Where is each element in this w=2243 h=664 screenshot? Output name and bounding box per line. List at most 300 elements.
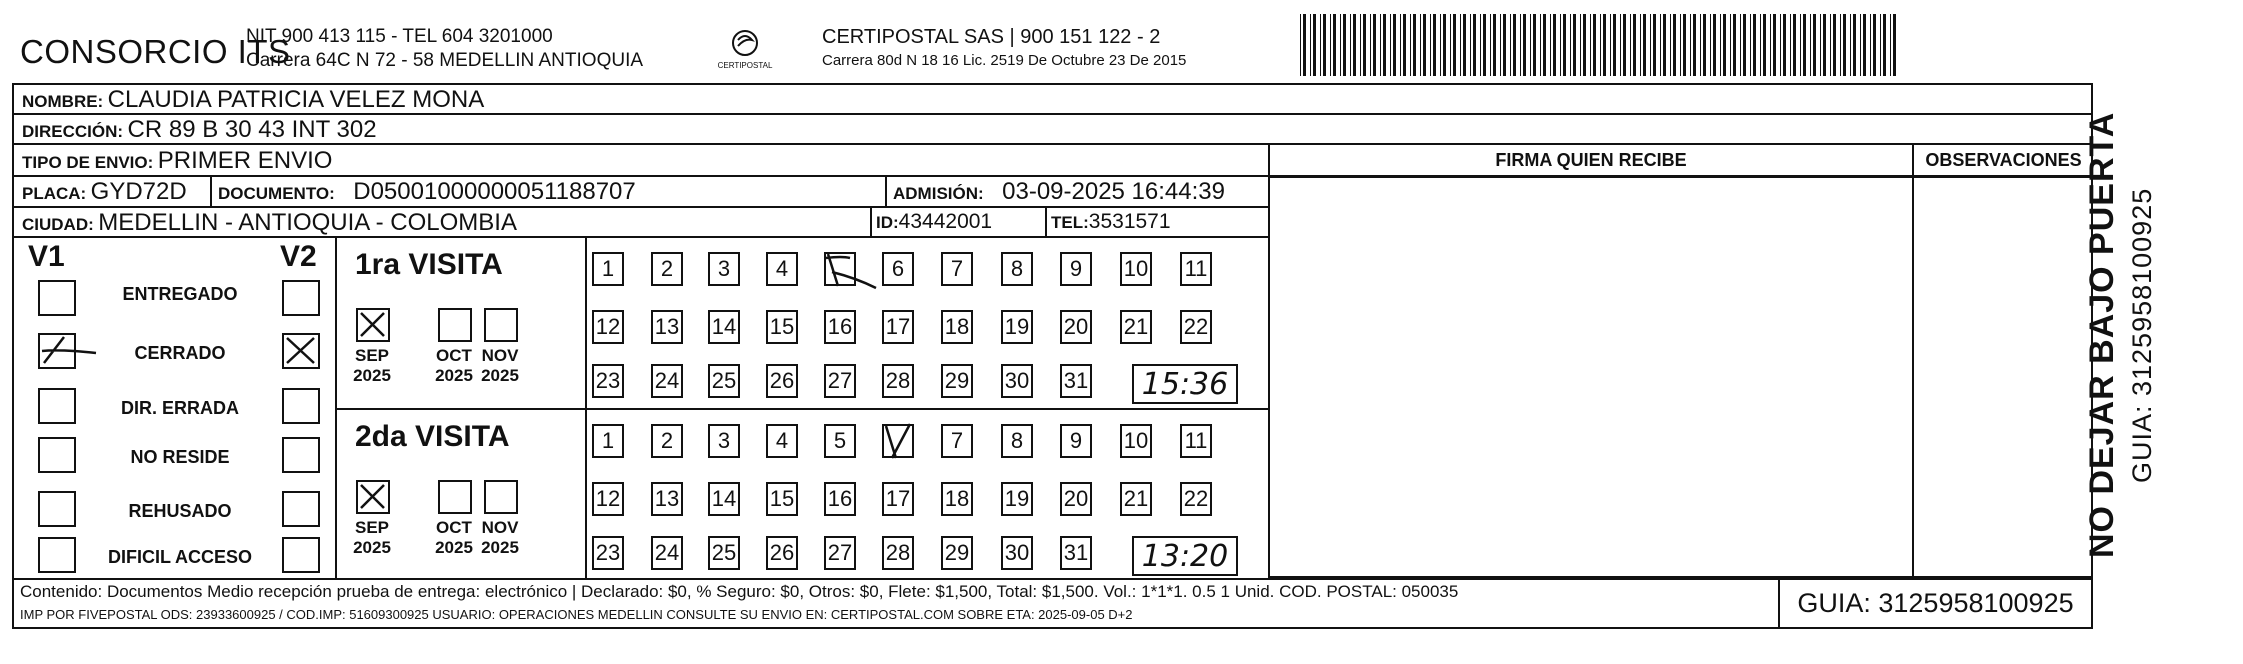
visit-time: 15:36: [1141, 366, 1229, 402]
visit-time-box[interactable]: [1132, 364, 1238, 404]
day-box[interactable]: [1120, 310, 1152, 344]
day-number: 27: [827, 540, 853, 565]
status-label: ENTREGADO: [122, 284, 238, 304]
day-box[interactable]: [592, 310, 624, 344]
day-box[interactable]: [941, 252, 973, 286]
barcode-bar: [1530, 14, 1531, 76]
v1-checkbox[interactable]: [38, 437, 76, 473]
day-box[interactable]: [1060, 310, 1092, 344]
barcode-bar: [1800, 14, 1801, 76]
month-name: OCT: [436, 518, 472, 537]
day-box[interactable]: [592, 424, 624, 458]
month-name: OCT: [436, 346, 472, 365]
day-number: 20: [1063, 486, 1089, 511]
day-check-mark: [822, 250, 878, 290]
barcode-bar: [1313, 14, 1316, 76]
barcode-bar: [1600, 14, 1601, 76]
day-number: 10: [1123, 428, 1149, 453]
barcode-bar: [1320, 14, 1321, 76]
visit-time-box[interactable]: [1132, 536, 1238, 576]
day-number: 27: [827, 368, 853, 393]
day-box[interactable]: [824, 536, 856, 570]
day-number: 25: [711, 540, 737, 565]
status-label: DIR. ERRADA: [120, 398, 239, 418]
placa-value: GYD72D: [90, 178, 187, 205]
day-box[interactable]: [1060, 364, 1092, 398]
month-name: NOV: [481, 346, 519, 365]
tel-cell: [1051, 210, 1171, 234]
day-box[interactable]: [766, 310, 798, 344]
day-number: 30: [1004, 368, 1030, 393]
direccion-row: [22, 116, 377, 144]
barcode-bar: [1700, 14, 1701, 76]
status-label: REHUSADO: [128, 501, 232, 521]
v2-checkbox[interactable]: [282, 333, 320, 369]
barcode-bar: [1500, 14, 1501, 76]
barcode-bar: [1770, 14, 1771, 76]
no-dejar-bajo-puerta: NO DEJAR BAJO PUERTA: [2083, 111, 2121, 558]
day-box[interactable]: [1120, 424, 1152, 458]
day-box[interactable]: [651, 310, 683, 344]
day-check-mark: [880, 422, 936, 462]
day-box[interactable]: [592, 482, 624, 516]
barcode-bar: [1533, 14, 1536, 76]
barcode-bar: [1323, 14, 1326, 76]
barcode-bar: [1753, 14, 1756, 76]
company-info: [246, 25, 643, 73]
day-box[interactable]: [941, 424, 973, 458]
barcode-bar: [1363, 14, 1366, 76]
day-number: 2: [660, 256, 674, 281]
day-box[interactable]: [824, 482, 856, 516]
placa-label: PLACA:: [22, 184, 87, 203]
company-name: CONSORCIO ITS: [20, 33, 291, 70]
day-box[interactable]: [1120, 252, 1152, 286]
v1-checkbox[interactable]: [38, 388, 76, 424]
barcode-bar: [1513, 14, 1516, 76]
day-number: 17: [885, 314, 911, 339]
day-box[interactable]: [1180, 482, 1212, 516]
v1-checkbox[interactable]: [38, 280, 76, 316]
month-checkbox[interactable]: [484, 308, 518, 342]
month-checkbox[interactable]: [438, 308, 472, 342]
day-box[interactable]: [1001, 424, 1033, 458]
day-box[interactable]: [1180, 310, 1212, 344]
visit-title: 2da VISITA: [355, 420, 510, 453]
tipo-value: PRIMER ENVIO: [157, 147, 333, 174]
barcode-bar: [1580, 14, 1581, 76]
day-box[interactable]: [1001, 310, 1033, 344]
barcode-bar: [1570, 14, 1571, 76]
month-year: 2025: [353, 366, 391, 385]
barcode-bar: [1840, 14, 1841, 76]
ciudad-cell: [22, 209, 517, 237]
month-checkbox[interactable]: [484, 480, 518, 514]
barcode-bar: [1523, 14, 1526, 76]
barcode-bar: [1593, 14, 1596, 76]
day-box[interactable]: [1120, 482, 1152, 516]
day-box[interactable]: [1060, 424, 1092, 458]
month-year: 2025: [481, 366, 519, 385]
day-number: 30: [1004, 540, 1030, 565]
barcode-bar: [1460, 14, 1461, 76]
day-box[interactable]: [882, 252, 914, 286]
day-number: 9: [1069, 256, 1083, 281]
barcode-bar: [1873, 14, 1876, 76]
day-box[interactable]: [882, 536, 914, 570]
day-box[interactable]: [592, 252, 624, 286]
day-box[interactable]: [592, 536, 624, 570]
barcode-bar: [1763, 14, 1766, 76]
day-number: 29: [944, 368, 970, 393]
barcode-bar: [1793, 14, 1796, 76]
direccion-value: CR 89 B 30 43 INT 302: [127, 116, 377, 143]
barcode-bar: [1663, 14, 1666, 76]
v2-checkbox[interactable]: [282, 388, 320, 424]
day-number: 28: [885, 540, 911, 565]
ciudad-value: MEDELLIN - ANTIOQUIA - COLOMBIA: [98, 209, 517, 236]
day-box[interactable]: [766, 424, 798, 458]
day-number: 18: [944, 486, 970, 511]
day-number: 1: [601, 256, 615, 281]
day-box[interactable]: [1001, 482, 1033, 516]
day-box[interactable]: [708, 364, 740, 398]
barcode-bar: [1613, 14, 1616, 76]
day-box[interactable]: [882, 310, 914, 344]
visit-time: 13:20: [1141, 538, 1229, 574]
day-box[interactable]: [941, 482, 973, 516]
svg-text:CERTIPOSTAL: CERTIPOSTAL: [717, 61, 773, 70]
month-year: 2025: [435, 366, 473, 385]
status-label: NO RESIDE: [130, 447, 230, 467]
day-box[interactable]: [1001, 536, 1033, 570]
barcode-bar: [1633, 14, 1636, 76]
tipo-label: TIPO DE ENVIO:: [22, 153, 154, 172]
day-box[interactable]: [766, 364, 798, 398]
barcode-bar: [1370, 14, 1371, 76]
barcode-bar: [1410, 14, 1411, 76]
day-box[interactable]: [941, 536, 973, 570]
barcode-bar: [1863, 14, 1866, 76]
day-number: 6: [891, 256, 905, 281]
barcode-bar: [1560, 14, 1561, 76]
day-box[interactable]: [1060, 536, 1092, 570]
day-number: 16: [827, 486, 853, 511]
day-box[interactable]: [651, 536, 683, 570]
day-box[interactable]: [824, 310, 856, 344]
day-number: 20: [1063, 314, 1089, 339]
footer-guia: GUIA: 3125958100925: [1797, 588, 2074, 618]
day-box[interactable]: [1060, 252, 1092, 286]
day-number: 29: [944, 540, 970, 565]
barcode-bar: [1480, 14, 1481, 76]
barcode-bar: [1300, 14, 1301, 76]
month-year: 2025: [481, 538, 519, 557]
day-number: 12: [595, 314, 621, 339]
barcode-bar: [1813, 14, 1816, 76]
barcode-bar: [1710, 14, 1711, 76]
barcode-bar: [1450, 14, 1451, 76]
barcode-bar: [1503, 14, 1506, 76]
barcode-bar: [1400, 14, 1401, 76]
barcode-bar: [1333, 14, 1336, 76]
day-number: 22: [1183, 486, 1209, 511]
barcode-bar: [1330, 14, 1331, 76]
id-label: ID:: [876, 213, 899, 232]
v2-checkbox[interactable]: [282, 280, 320, 316]
barcode-bar: [1393, 14, 1396, 76]
day-box[interactable]: [941, 310, 973, 344]
footer-contenido: Contenido: Documentos Medio recepción prueba de entrega: electrónico | Declarado: $0, % Seguro: $0, Otros: $0, Flete: $1,500, Total: $1,500. Vol.: 1*1*1. 0.5 1 Unid. COD. POSTAL: 050035: [20, 582, 1459, 601]
barcode-bar: [1420, 14, 1421, 76]
barcode-bar: [1590, 14, 1591, 76]
barcode-bar: [1573, 14, 1576, 76]
barcode-bar: [1850, 14, 1851, 76]
barcode-bar: [1543, 14, 1546, 76]
barcode-bar: [1470, 14, 1471, 76]
barcode-bar: [1623, 14, 1626, 76]
month-name: SEP: [354, 346, 390, 365]
day-number: 11: [1184, 428, 1208, 453]
documento-value: D05001000000051188707: [353, 178, 636, 205]
day-number: 31: [1063, 540, 1089, 565]
day-box[interactable]: [882, 424, 914, 458]
day-number: 13: [654, 486, 680, 511]
barcode-bar: [1853, 14, 1856, 76]
barcode-bar: [1783, 14, 1786, 76]
barcode-bar: [1713, 14, 1716, 76]
barcode-bar: [1890, 14, 1891, 76]
day-box[interactable]: [824, 364, 856, 398]
day-box[interactable]: [708, 310, 740, 344]
barcode-bar: [1630, 14, 1631, 76]
barcode-bar: [1563, 14, 1566, 76]
tel-value: 3531571: [1088, 210, 1171, 233]
day-number: 19: [1004, 486, 1030, 511]
barcode-bar: [1413, 14, 1416, 76]
day-box[interactable]: [766, 252, 798, 286]
ciudad-label: CIUDAD:: [22, 215, 94, 234]
barcode-bar: [1610, 14, 1611, 76]
admision-label: ADMISIÓN:: [893, 184, 984, 203]
barcode-bar: [1443, 14, 1446, 76]
day-number: 18: [944, 314, 970, 339]
day-box[interactable]: [708, 482, 740, 516]
day-box[interactable]: [882, 364, 914, 398]
barcode-bar: [1780, 14, 1781, 76]
barcode-bar: [1750, 14, 1751, 76]
day-box[interactable]: [882, 482, 914, 516]
month-label: [342, 518, 402, 558]
status-label: CERRADO: [134, 343, 226, 363]
barcode-bar: [1670, 14, 1671, 76]
day-box[interactable]: [1180, 252, 1212, 286]
barcode-bar: [1773, 14, 1776, 76]
day-number: 24: [654, 368, 680, 393]
day-box[interactable]: [941, 364, 973, 398]
certipostal-info: [822, 25, 1186, 73]
v1-checkbox[interactable]: [38, 333, 76, 369]
barcode-bar: [1893, 14, 1896, 76]
v2-checkbox[interactable]: [282, 537, 320, 573]
status-label: DIFICIL ACCESO: [107, 547, 252, 567]
day-box[interactable]: [1060, 482, 1092, 516]
barcode-bar: [1380, 14, 1381, 76]
day-number: 3: [717, 428, 731, 453]
barcode-bar: [1383, 14, 1386, 76]
day-number: 31: [1063, 368, 1089, 393]
barcode-bar: [1490, 14, 1491, 76]
barcode-bar: [1520, 14, 1521, 76]
barcode-bar: [1583, 14, 1586, 76]
barcode-bar: [1760, 14, 1761, 76]
barcode-bar: [1823, 14, 1826, 76]
barcode-bar: [1860, 14, 1861, 76]
id-value: 43442001: [898, 210, 993, 233]
barcode-bar: [1693, 14, 1696, 76]
day-box[interactable]: [1180, 424, 1212, 458]
barcode-bar: [1703, 14, 1706, 76]
documento-cell: [218, 178, 636, 206]
day-number: 14: [711, 314, 737, 339]
day-number: 10: [1123, 256, 1149, 281]
day-number: 23: [595, 540, 621, 565]
barcode-bar: [1653, 14, 1656, 76]
barcode-bar: [1833, 14, 1836, 76]
day-box[interactable]: [592, 364, 624, 398]
nombre-value: CLAUDIA PATRICIA VELEZ MONA: [107, 86, 485, 113]
barcode-bar: [1550, 14, 1551, 76]
barcode-bar: [1880, 14, 1881, 76]
nit-line: NIT 900 413 115 - TEL 604 3201000: [246, 26, 553, 47]
v2-checkbox[interactable]: [282, 491, 320, 527]
barcode-bar: [1740, 14, 1741, 76]
day-number: 25: [711, 368, 737, 393]
day-box[interactable]: [651, 364, 683, 398]
day-number: 26: [769, 368, 795, 393]
day-number: 15: [769, 314, 795, 339]
barcode-bar: [1423, 14, 1426, 76]
day-number: 23: [595, 368, 621, 393]
day-box[interactable]: [651, 424, 683, 458]
day-box[interactable]: [708, 252, 740, 286]
barcode-bar: [1650, 14, 1651, 76]
barcode-bar: [1790, 14, 1791, 76]
day-box[interactable]: [824, 424, 856, 458]
day-number: 4: [775, 428, 789, 453]
barcode-bar: [1353, 14, 1356, 76]
month-label: [470, 518, 530, 558]
barcode-bar: [1510, 14, 1511, 76]
day-box[interactable]: [651, 482, 683, 516]
v2-checkbox[interactable]: [282, 437, 320, 473]
certipostal-address: Carrera 80d N 18 16 Lic. 2519 De Octubre 23 De 2015: [822, 52, 1187, 69]
placa-cell: [22, 178, 187, 206]
month-checkbox[interactable]: [356, 480, 390, 514]
barcode-bar: [1743, 14, 1746, 76]
month-check-mark: [358, 310, 388, 340]
day-number: 12: [595, 486, 621, 511]
address-line: Carrera 64C N 72 - 58 MEDELLIN ANTIOQUIA: [246, 50, 644, 71]
day-box[interactable]: [1001, 364, 1033, 398]
visit-title: 1ra VISITA: [355, 248, 503, 281]
certipostal-logo: [705, 28, 785, 72]
barcode-bar: [1310, 14, 1311, 76]
month-label: [342, 346, 402, 386]
day-number: 15: [769, 486, 795, 511]
barcode-bar: [1673, 14, 1676, 76]
barcode-bar: [1690, 14, 1691, 76]
day-number: 22: [1183, 314, 1209, 339]
barcode-bar: [1723, 14, 1726, 76]
tipo-row: [22, 147, 332, 175]
barcode-bar: [1433, 14, 1436, 76]
day-box[interactable]: [1001, 252, 1033, 286]
direccion-label: DIRECCIÓN:: [22, 122, 124, 141]
day-number: 28: [885, 368, 911, 393]
side-guia: GUIA: 3125958100925: [2127, 187, 2157, 483]
day-number: 16: [827, 314, 853, 339]
barcode-bar: [1350, 14, 1351, 76]
barcode-bar: [1820, 14, 1821, 76]
day-box[interactable]: [651, 252, 683, 286]
barcode-bar: [1340, 14, 1341, 76]
barcode-bar: [1440, 14, 1441, 76]
day-box[interactable]: [708, 424, 740, 458]
month-checkbox[interactable]: [438, 480, 472, 514]
barcode-bar: [1343, 14, 1346, 76]
month-name: SEP: [354, 518, 390, 537]
certipostal-line: CERTIPOSTAL SAS | 900 151 122 - 2: [822, 26, 1161, 48]
barcode-bar: [1403, 14, 1406, 76]
day-number: 14: [711, 486, 737, 511]
day-number: 21: [1123, 486, 1149, 511]
day-box[interactable]: [824, 252, 856, 286]
v2-check-mark: [284, 335, 318, 367]
barcode-bar: [1870, 14, 1871, 76]
barcode-bar: [1303, 14, 1306, 76]
barcode-bar: [1453, 14, 1456, 76]
v1-checkbox[interactable]: [38, 491, 76, 527]
barcode-bar: [1493, 14, 1496, 76]
barcode-bar: [1553, 14, 1556, 76]
day-number: 2: [660, 428, 674, 453]
day-box[interactable]: [766, 482, 798, 516]
barcode-bar: [1360, 14, 1361, 76]
v2-label: V2: [280, 240, 317, 273]
day-number: 1: [601, 428, 615, 453]
day-box[interactable]: [708, 536, 740, 570]
barcode-bar: [1720, 14, 1721, 76]
day-number: 7: [950, 428, 964, 453]
nombre-label: NOMBRE:: [22, 92, 104, 111]
barcode-bar: [1473, 14, 1476, 76]
barcode-bar: [1603, 14, 1606, 76]
day-number: 9: [1069, 428, 1083, 453]
day-number: 3: [717, 256, 731, 281]
month-checkbox[interactable]: [356, 308, 390, 342]
v1-checkbox[interactable]: [38, 537, 76, 573]
month-year: 2025: [435, 538, 473, 557]
day-box[interactable]: [766, 536, 798, 570]
barcode-bar: [1883, 14, 1886, 76]
month-label: [470, 346, 530, 386]
day-number: 7: [950, 256, 964, 281]
barcode: [1300, 14, 1900, 76]
barcode-bar: [1803, 14, 1806, 76]
footer-imp: IMP POR FIVEPOSTAL ODS: 23933600925 / COD.IMP: 51609300925 USUARIO: OPERACIONES MEDELLIN CONSULTE SU ENVIO EN: CERTIPOSTAL.COM SOBRE ETA: 2025-09-05 D+2: [20, 607, 1133, 622]
right-frame: [1268, 143, 2093, 578]
